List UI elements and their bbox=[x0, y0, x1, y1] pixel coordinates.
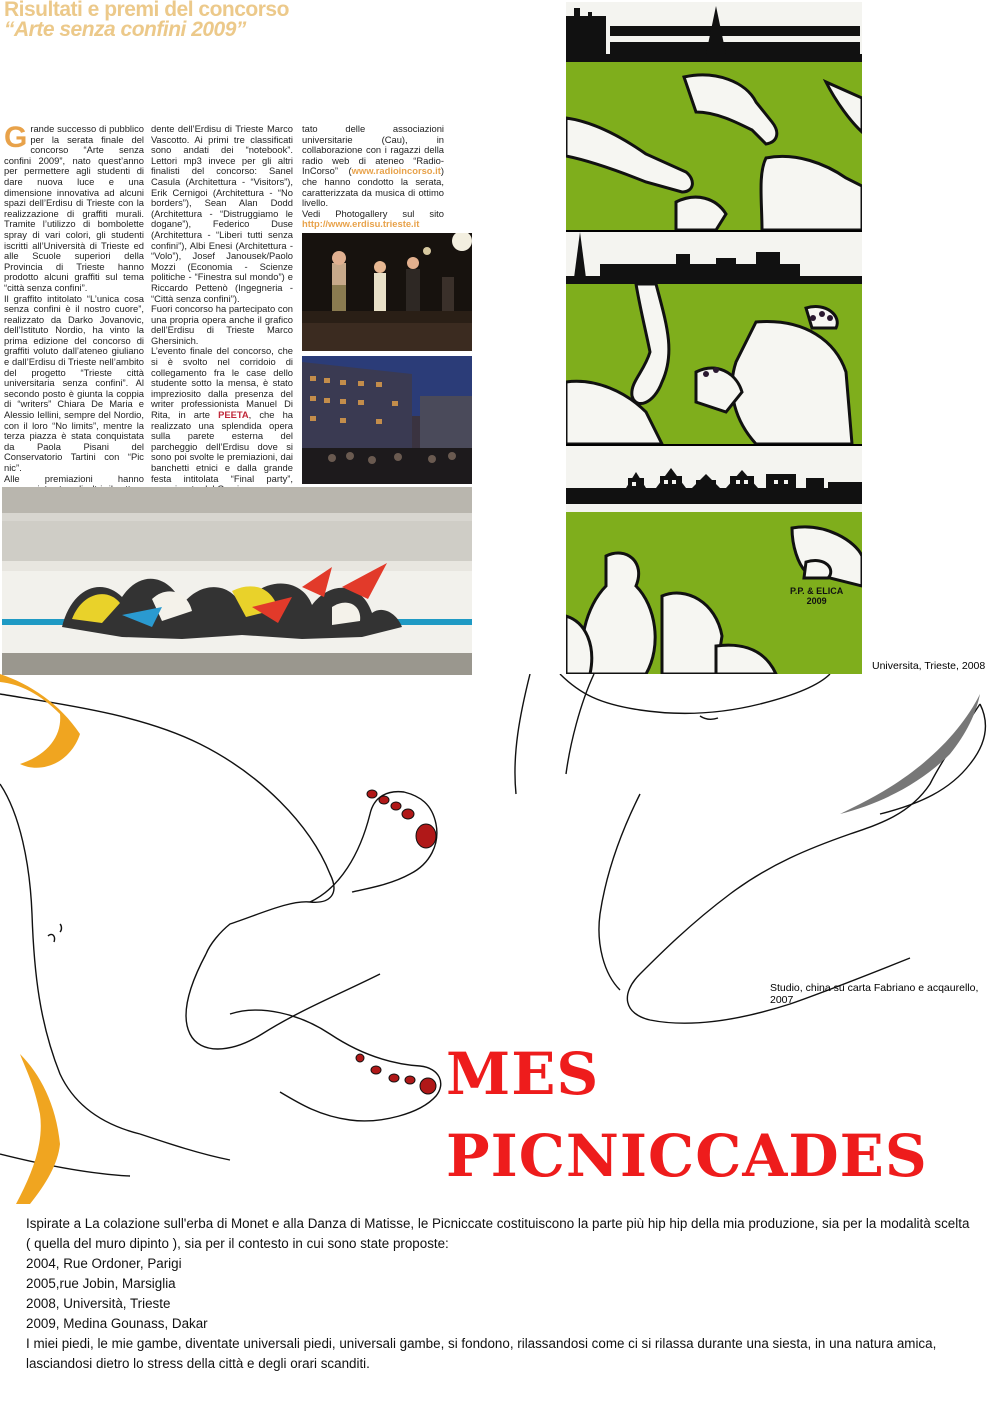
col3-paragraph-1b: ) che hanno condotto la serata, caratterizzata da musica di ottimo livello. bbox=[302, 165, 444, 209]
location-item-4: 2009, Medina Gounass, Dakar bbox=[26, 1316, 208, 1331]
article-title-line2: “Arte senza confini 2009” bbox=[4, 18, 246, 41]
col1-paragraph-3: Alle premiazioni hanno bbox=[4, 472, 144, 484]
mural-panel-3 bbox=[566, 446, 862, 674]
col1-paragraph-1: rande successo di pubblico per la serata finale del concorso “Arte senza confini 2009”, nato quest’anno per permettere agli studenti di dare nuova luce e una dimensione innovativa ad alcuni spazi dell’Erdisu di Trieste con la realizzazione di graffiti murali. Tramite l’utilizzo di bombolette spray di vari colori, gli studenti iscritti all’Università di Trieste ed alle Scuole superiori della Provincia di Trieste hanno prodotto alcuni graffiti sul tema “città senza confini”. bbox=[4, 123, 144, 293]
drawing-caption: Studio, china su carta Fabriano e acqaurello, 2007 bbox=[770, 982, 979, 1006]
graffiti-photo bbox=[2, 487, 472, 675]
mural-panel-1 bbox=[566, 2, 862, 230]
mural-signature-line2: 2009 bbox=[806, 596, 827, 606]
mural-signature bbox=[790, 586, 843, 606]
mural-caption: Universita, Trieste, 2008 bbox=[872, 660, 986, 672]
description-outro: I miei piedi, le mie gambe, diventate universali piedi, universali gambe, si fondono, rilassandosi come ci si rilassa durante una siesta, in una natura amica, lasciandosi dietro lo stress della città e degli orari scanditi. bbox=[26, 1336, 937, 1371]
radioincorso-link[interactable]: www.radioincorso.it bbox=[351, 165, 441, 177]
location-item-2: 2005,rue Jobin, Marsiglia bbox=[26, 1276, 176, 1291]
campus-night-photo-image bbox=[302, 356, 472, 484]
col2-paragraph-3a: L’evento finale del concorso, che si è svolto nel corridoio di collegamento fra le case dello studente sotto la mensa, è stato impreziosito dalla presenza del writer professionista Manuel Di Rita, in arte bbox=[151, 345, 293, 421]
col2-paragraph-2: Fuori concorso ha partecipato con una propria opera anche il grafico dell’Erdisu di Trieste Marco Ghersinich. bbox=[151, 303, 293, 346]
graffiti-photo-image bbox=[2, 487, 472, 675]
drop-cap: G bbox=[4, 121, 28, 154]
peeta-name: PEETA bbox=[218, 409, 249, 421]
location-item-1: 2004, Rue Ordoner, Parigi bbox=[26, 1256, 182, 1271]
mural-panel-2 bbox=[566, 232, 862, 444]
article-column-3 bbox=[302, 124, 444, 230]
col1-paragraph-2: Il graffito intitolato “L’unica cosa senza confini è il nostro cuore”, realizzato da Darko Jovanovic, dell’Istituto Nordio, ha vinto la prima edizione del concorso di graffiti voluto dall’ateneo giuliano e dall’Erdisu di Trieste nell’ambito del progetto “Trieste città universitaria senza confini”. Al secondo posto è giunta la coppia di “writers” Chiara De Maria e Alessio Iellini, sempre del Nordio, con il loro “No limits”, mentre la terza piazza è stata conquistata da Paola Pisani del Conservatorio Tartini con “Pic nic”. bbox=[4, 292, 144, 473]
col2-paragraph-1: dente dell’Erdisu di Trieste Marco Vascotto. Ai primi tre classificati sono andati dei “notebook”. Lettori mp3 invece per gli altri finalisti del concorso: Sanel Casula (Architettura - “Visitors”), Erik Cernigoi (Architettura - “No borders”), Sean Alan Dodd (Architettura - “Distruggiamo le dogane”), Federico Duse (Architettura - “Liberi tutti senza confini”), Albi Enesi (Architettura - “Volo”), Josef Janousek/Paolo Mozzi (Economia - Scienze politiche - “Finestra sul mondo”) e Riccardo Pettenò (Ingegneria - “Città senza confini”). bbox=[151, 123, 293, 304]
title-line1: MES bbox=[446, 1040, 600, 1108]
col3-paragraph-2: Vedi Photogallery sul sito bbox=[302, 207, 444, 219]
article-title-line1: Risultati e premi del concorso bbox=[4, 0, 289, 21]
concert-photo bbox=[302, 233, 472, 351]
article-title bbox=[4, 0, 289, 40]
article-column-2 bbox=[151, 124, 293, 495]
description bbox=[26, 1214, 976, 1374]
concert-photo-image bbox=[302, 233, 472, 351]
col2-paragraph-3b: , che ha realizzato una splendida opera sulla parete esterna del parcheggio dell’Erdisu dove si sono poi svolte le premiazioni, dai banchetti etnici e dalla grande festa intitolata “Final party”, bbox=[151, 409, 293, 484]
description-intro: Ispirate a La colazione sull'erba di Monet e alla Danza di Matisse, le Picniccate costituiscono la parte più hip hip della mia produzione, sia per la modalità scelta ( quella del muro dipinto ), sia per il contesto in cui sono state proposte: bbox=[26, 1216, 970, 1251]
mural-photo-strip bbox=[566, 2, 862, 674]
title-line2: PICNICCADES bbox=[446, 1122, 928, 1190]
mural-signature-line1: P.P. & ELICA bbox=[790, 586, 844, 596]
erdisu-link[interactable]: http://www.erdisu.trieste.it bbox=[302, 218, 420, 230]
location-item-3: 2008, Università, Trieste bbox=[26, 1296, 171, 1311]
col3-paragraph-1a: tato delle associazioni universitarie (Cau), in collaborazione con i ragazzi della radio web di ateneo “Radio-InCorso” ( bbox=[302, 123, 444, 177]
article-column-1 bbox=[4, 121, 144, 516]
campus-night-photo bbox=[302, 356, 472, 484]
